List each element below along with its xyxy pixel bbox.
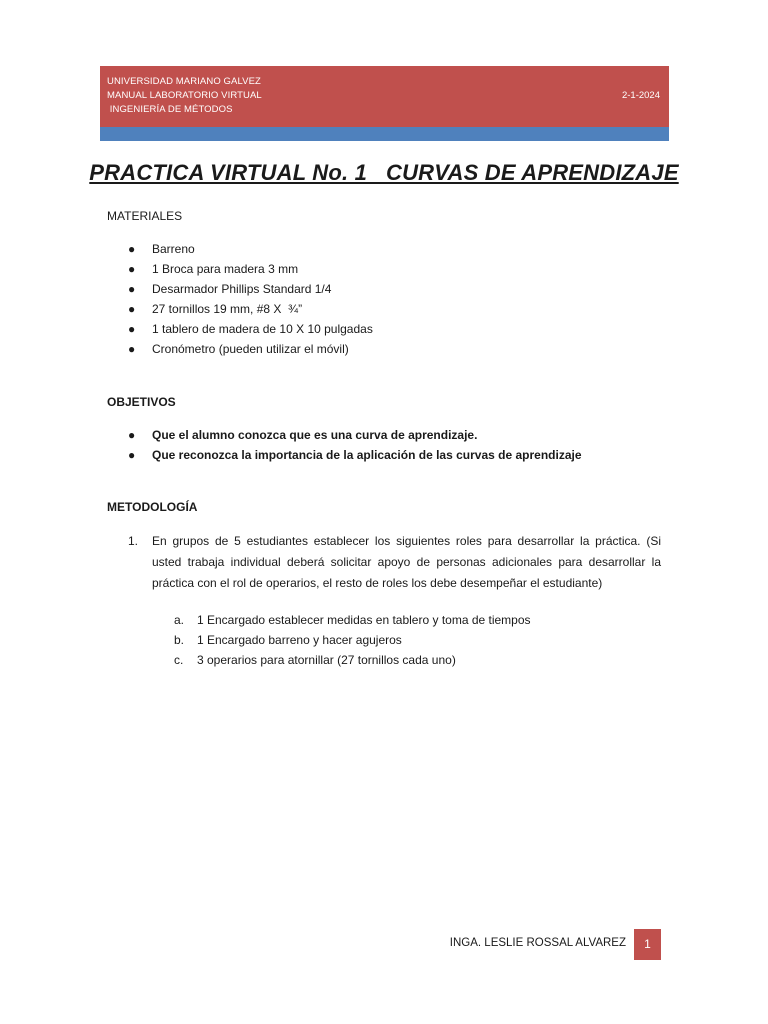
bullet-icon: ● xyxy=(128,242,136,256)
list-item: a. 1 Encargado establecer medidas en tablero y toma de tiempos xyxy=(174,610,531,630)
bullet-icon: ● xyxy=(128,342,136,356)
list-item: ● 1 tablero de madera de 10 X 10 pulgadas xyxy=(128,319,373,339)
materiales-list xyxy=(128,239,373,359)
list-item: b. 1 Encargado barreno y hacer agujeros xyxy=(174,630,531,650)
numbered-item xyxy=(128,531,661,594)
item-text: En grupos de 5 estudiantes establecer los siguientes roles para desarrollar la práctica. (Si usted trabaja individual deberá solicitar apoyo de personas adicionales para desarrollar la práctica con el rol de operarios, el resto de roles los debe desempeñar el estudiante) xyxy=(152,534,661,590)
page-number-badge: 1 xyxy=(634,929,661,960)
header-institution-block xyxy=(107,75,262,117)
list-item: ● Que el alumno conozca que es una curva de aprendizaje. xyxy=(128,425,582,445)
objetivos-heading: OBJETIVOS xyxy=(107,395,176,409)
header-date: 2-1-2024 xyxy=(621,90,660,101)
list-item: ● 27 tornillos 19 mm, #8 X ¾” xyxy=(128,299,373,319)
header-university: UNIVERSIDAD MARIANO GALVEZ xyxy=(107,76,261,87)
roles-list xyxy=(174,610,531,670)
footer-author: INGA. LESLIE ROSSAL ALVAREZ xyxy=(449,937,626,949)
bullet-icon: ● xyxy=(128,302,136,316)
bullet-icon: ● xyxy=(128,322,136,336)
header-course: INGENIERÍA DE MÉTODOS xyxy=(107,104,233,115)
list-item: ● Que reconozca la importancia de la aplicación de las curvas de aprendizaje xyxy=(128,445,582,465)
bullet-icon: ● xyxy=(128,282,136,296)
list-item: ● 1 Broca para madera 3 mm xyxy=(128,259,373,279)
list-item: ● Cronómetro (pueden utilizar el móvil) xyxy=(128,339,373,359)
bullet-icon: ● xyxy=(128,448,136,462)
item-number: 1. xyxy=(128,534,139,548)
item-letter: b. xyxy=(174,633,185,647)
page-title: PRACTICA VIRTUAL No. 1 CURVAS DE APRENDIZAJE xyxy=(89,160,679,185)
bullet-icon: ● xyxy=(128,262,136,276)
objetivos-list xyxy=(128,425,582,465)
list-item: ● Desarmador Phillips Standard 1/4 xyxy=(128,279,373,299)
metodologia-heading: METODOLOGÍA xyxy=(107,500,198,514)
list-item: ● Barreno xyxy=(128,239,373,259)
header-manual: MANUAL LABORATORIO VIRTUAL xyxy=(107,90,262,101)
item-letter: a. xyxy=(174,613,185,627)
bullet-icon: ● xyxy=(128,428,136,442)
list-item: c. 3 operarios para atornillar (27 tornillos cada uno) xyxy=(174,650,531,670)
item-letter: c. xyxy=(174,653,184,667)
header-accent-stripe xyxy=(100,127,669,141)
materiales-heading: MATERIALES xyxy=(107,209,183,223)
